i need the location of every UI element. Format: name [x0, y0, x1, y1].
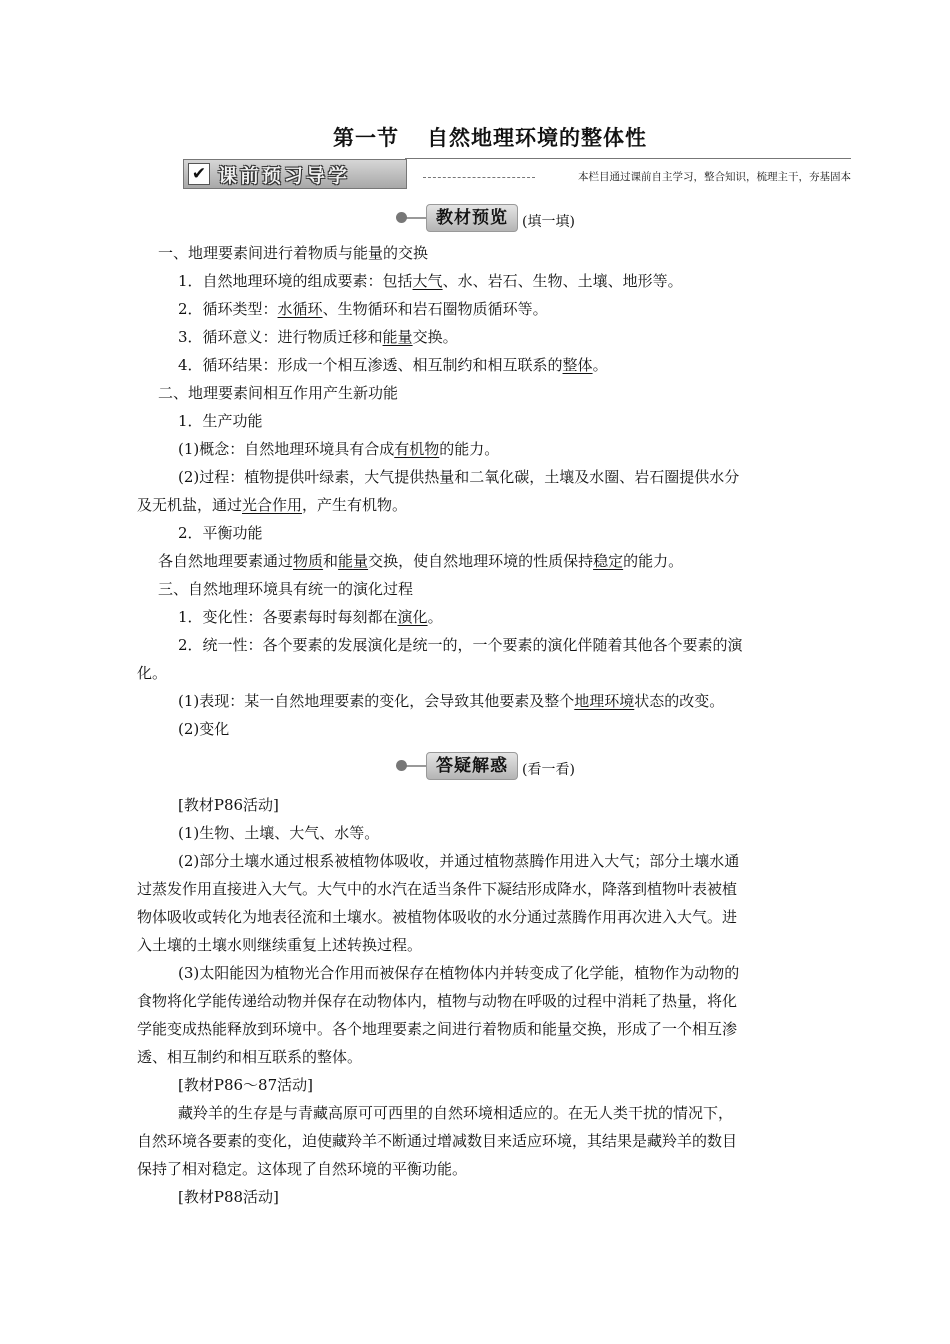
text-line: 2．循环类型：水循环、生物循环和岩石圈物质循环等。	[178, 300, 548, 318]
text-line: 食物将化学能传递给动物并保存在动物体内，植物与动物在呼吸的过程中消耗了热量，将化	[137, 992, 738, 1010]
section-label: 答疑解惑	[426, 752, 518, 780]
banner-rule	[405, 158, 851, 159]
text-line: (2)过程：植物提供叶绿素，大气提供热量和二氧化碳，土壤及水圈、岩石圈提供水分	[178, 468, 740, 486]
text-line: 1．变化性：各要素每时每刻都在演化。	[178, 608, 443, 626]
text-line: (1)概念：自然地理环境具有合成有机物的能力。	[178, 440, 500, 458]
text-line: 2．平衡功能	[178, 524, 263, 542]
banner-box	[183, 159, 407, 189]
section-label: 教材预览	[426, 204, 518, 232]
text-line: 及无机盐，通过光合作用，产生有机物。	[137, 496, 408, 514]
text-line: [教材P86活动]	[178, 796, 279, 814]
text-line: (1)表现：某一自然地理要素的变化，会导致其他要素及整个地理环境状态的改变。	[178, 692, 725, 710]
text-line: 化。	[137, 664, 168, 682]
bullet-dot-icon	[396, 760, 407, 771]
text-line: 藏羚羊的生存是与青藏高原可可西里的自然环境相适应的。在无人类干扰的情况下，	[178, 1104, 734, 1122]
section-sub: (看一看)	[522, 762, 575, 778]
text-line: 1．自然地理环境的组成要素：包括大气、水、岩石、生物、土壤、地形等。	[178, 272, 683, 290]
banner-note: 本栏目通过课前自主学习，整合知识，梳理主干，夯基固本	[578, 171, 851, 183]
title-section-name: 自然地理环境的整体性	[427, 126, 647, 150]
text-line: 4．循环结果：形成一个相互渗透、相互制约和相互联系的整体。	[178, 356, 608, 374]
text-line: 自然环境各要素的变化，迫使藏羚羊不断通过增减数目来适应环境，其结果是藏羚羊的数目	[137, 1132, 738, 1150]
text-line: 1．生产功能	[178, 412, 263, 430]
section-sub: (填一填)	[522, 214, 575, 230]
text-line: 保持了相对稳定。这体现了自然环境的平衡功能。	[137, 1160, 468, 1178]
text-line: 2．统一性：各个要素的发展演化是统一的，一个要素的演化伴随着其他各个要素的演	[178, 636, 743, 654]
text-line: 过蒸发作用直接进入大气。大气中的水汽在适当条件下凝结形成降水，降落到植物叶表被植	[137, 880, 738, 898]
text-line: 一、地理要素间进行着物质与能量的交换	[158, 244, 429, 262]
text-line: 入土壤的土壤水则继续重复上述转换过程。	[137, 936, 423, 954]
text-line: 3．循环意义：进行物质迁移和能量交换。	[178, 328, 458, 346]
text-line: (1)生物、土壤、大气、水等。	[178, 824, 380, 842]
text-line: [教材P86～87活动]	[178, 1076, 313, 1094]
bullet-dot-icon	[396, 212, 407, 223]
text-line: 学能变成热能释放到环境中。各个地理要素之间进行着物质和能量交换，形成了一个相互渗	[137, 1020, 738, 1038]
text-line: (2)部分土壤水通过根系被植物体吸收，并通过植物蒸腾作用进入大气；部分土壤水通	[178, 852, 740, 870]
check-icon: ✔	[188, 163, 210, 185]
text-line: 二、地理要素间相互作用产生新功能	[158, 384, 399, 402]
title-section-number: 第一节	[333, 126, 399, 150]
banner-dash-line	[423, 177, 535, 178]
text-line: [教材P88活动]	[178, 1188, 279, 1206]
text-line: 各自然地理要素通过物质和能量交换，使自然地理环境的性质保持稳定的能力。	[158, 552, 684, 570]
banner-label: 课前预习导学	[218, 165, 351, 187]
page-title	[0, 122, 950, 152]
text-line: (3)太阳能因为植物光合作用而被保存在植物体内并转变成了化学能，植物作为动物的	[178, 964, 740, 982]
text-line: (2)变化	[178, 720, 230, 738]
text-line: 透、相互制约和相互联系的整体。	[137, 1048, 363, 1066]
text-line: 三、自然地理环境具有统一的演化过程	[158, 580, 414, 598]
text-line: 物体吸收或转化为地表径流和土壤水。被植物体吸收的水分通过蒸腾作用再次进入大气。进	[137, 908, 738, 926]
preview-banner	[183, 155, 851, 191]
